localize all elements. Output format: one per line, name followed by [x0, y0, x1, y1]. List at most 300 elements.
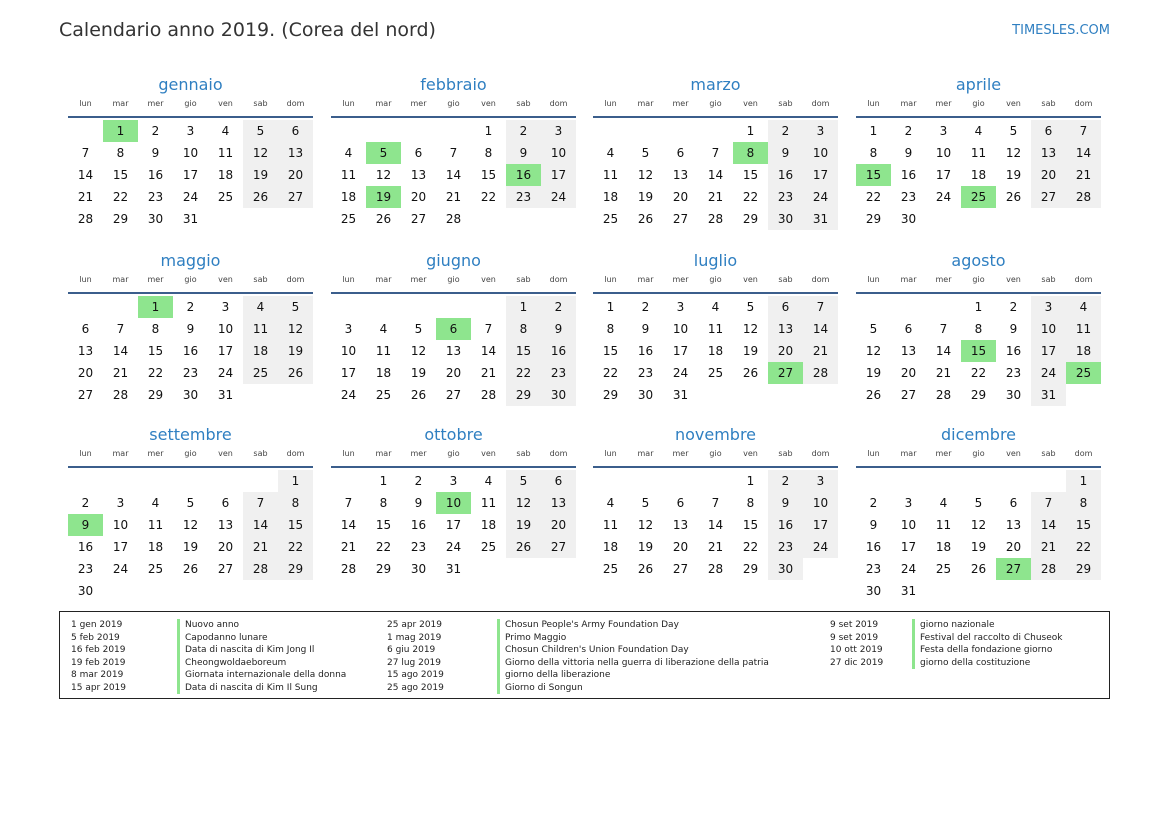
day-cell: 8	[506, 318, 541, 340]
month-name: dicembre	[940, 425, 1017, 444]
holiday-day: 15	[856, 164, 891, 186]
holiday-name: Giornata internazionale della donna	[177, 669, 346, 682]
weekday-label: sab	[253, 449, 268, 458]
day-cell: 17	[182, 168, 199, 182]
day-cell: 16	[1005, 344, 1022, 358]
day-cell: 25	[243, 362, 278, 384]
weekday-label: sab	[1041, 275, 1056, 284]
empty-cell	[856, 296, 891, 318]
day-cell: 5	[414, 322, 423, 336]
day-cell: 11	[217, 146, 234, 160]
day-cell: 25	[935, 562, 952, 576]
day-cell: 9	[641, 322, 650, 336]
day-cell: 28	[445, 212, 462, 226]
holiday-name: Nuovo anno	[177, 619, 239, 632]
weekday-label: mar	[900, 275, 917, 284]
weekday-header	[331, 446, 576, 468]
day-cell: 14	[935, 344, 952, 358]
day-cell: 10	[803, 142, 838, 164]
day-cell: 25	[340, 212, 357, 226]
day-cell: 6	[541, 470, 576, 492]
day-cell: 27	[410, 212, 427, 226]
day-cell: 24	[217, 366, 234, 380]
day-cell: 7	[939, 322, 948, 336]
empty-cell	[1031, 470, 1066, 492]
empty-cell	[996, 470, 1031, 492]
holiday-day: 9	[68, 514, 103, 536]
day-cell: 30	[768, 558, 803, 580]
day-cell: 27	[278, 186, 313, 208]
empty-cell	[68, 296, 103, 318]
weekday-label: gio	[709, 99, 722, 108]
day-cell: 29	[865, 212, 882, 226]
day-cell: 17	[803, 164, 838, 186]
weekday-label: sab	[516, 275, 531, 284]
day-cell: 31	[900, 584, 917, 598]
day-cell: 8	[116, 146, 125, 160]
day-cell: 3	[939, 124, 948, 138]
weekday-label: gio	[709, 275, 722, 284]
day-cell: 8	[1066, 492, 1101, 514]
day-cell: 26	[278, 362, 313, 384]
day-cell: 14	[243, 514, 278, 536]
day-cell: 15	[506, 340, 541, 362]
day-cell: 8	[746, 496, 755, 510]
holiday-date: 9 set 2019	[830, 632, 879, 643]
day-cell: 1	[869, 124, 878, 138]
weekday-label: gio	[447, 275, 460, 284]
day-cell: 4	[939, 496, 948, 510]
day-cell: 30	[410, 562, 427, 576]
holiday-day: 1	[138, 296, 173, 318]
day-cell: 23	[1005, 366, 1022, 380]
day-cell: 27	[541, 536, 576, 558]
empty-cell	[208, 470, 243, 492]
day-cell: 3	[541, 120, 576, 142]
day-cell: 10	[541, 142, 576, 164]
days-grid	[593, 296, 838, 406]
holiday-day: 27	[996, 558, 1031, 580]
empty-cell	[401, 296, 436, 318]
day-cell: 7	[1066, 120, 1101, 142]
day-cell: 1	[974, 300, 983, 314]
day-cell: 17	[900, 540, 917, 554]
holiday-name: Capodanno lunare	[177, 632, 268, 645]
day-cell: 5	[243, 120, 278, 142]
day-cell: 21	[480, 366, 497, 380]
weekday-label: dom	[549, 449, 568, 458]
holiday-date: 27 dic 2019	[830, 657, 884, 668]
holiday-day: 25	[1066, 362, 1101, 384]
day-cell: 7	[344, 496, 353, 510]
empty-cell	[366, 120, 401, 142]
days-grid	[331, 120, 576, 230]
day-cell: 22	[375, 540, 392, 554]
day-cell: 13	[672, 168, 689, 182]
day-cell: 24	[935, 190, 952, 204]
weekday-label: mer	[147, 275, 164, 284]
day-cell: 22	[865, 190, 882, 204]
weekday-label: dom	[549, 99, 568, 108]
month-name: aprile	[955, 75, 1002, 94]
day-cell: 22	[742, 190, 759, 204]
day-cell: 26	[410, 388, 427, 402]
weekday-label: lun	[342, 99, 355, 108]
day-cell: 8	[151, 322, 160, 336]
day-cell: 14	[1066, 142, 1101, 164]
weekday-label: lun	[867, 99, 880, 108]
day-cell: 4	[221, 124, 230, 138]
day-cell: 19	[1005, 168, 1022, 182]
day-cell: 30	[147, 212, 164, 226]
weekday-label: ven	[481, 99, 496, 108]
day-cell: 4	[151, 496, 160, 510]
day-cell: 17	[217, 344, 234, 358]
day-cell: 8	[278, 492, 313, 514]
day-cell: 30	[77, 584, 94, 598]
day-cell: 28	[77, 212, 94, 226]
day-cell: 29	[742, 562, 759, 576]
holiday-name: Giorno della vittoria nella guerra di liberazione della patria	[497, 657, 769, 670]
day-cell: 7	[81, 146, 90, 160]
day-cell: 7	[484, 322, 493, 336]
day-cell: 12	[182, 518, 199, 532]
day-cell: 10	[1031, 318, 1066, 340]
day-cell: 16	[77, 540, 94, 554]
day-cell: 14	[445, 168, 462, 182]
day-cell: 23	[182, 366, 199, 380]
weekday-label: sab	[253, 275, 268, 284]
holiday-date: 19 feb 2019	[71, 657, 126, 668]
day-cell: 20	[768, 340, 803, 362]
weekday-label: lun	[342, 449, 355, 458]
day-cell: 6	[414, 146, 423, 160]
holiday-date: 8 mar 2019	[71, 670, 124, 680]
day-cell: 13	[768, 318, 803, 340]
weekday-label: ven	[1006, 275, 1021, 284]
day-cell: 16	[865, 540, 882, 554]
day-cell: 31	[182, 212, 199, 226]
weekday-label: lun	[867, 449, 880, 458]
weekday-label: mer	[410, 99, 427, 108]
days-grid	[856, 296, 1101, 406]
day-cell: 3	[186, 124, 195, 138]
weekday-label: mer	[672, 449, 689, 458]
weekday-label: mer	[935, 275, 952, 284]
day-cell: 5	[974, 496, 983, 510]
day-cell: 13	[1031, 142, 1066, 164]
holiday-name: giorno della costituzione	[912, 657, 1030, 670]
day-cell: 5	[746, 300, 755, 314]
weekday-label: dom	[811, 99, 830, 108]
days-grid	[68, 470, 313, 602]
holiday-name: Primo Maggio	[497, 632, 566, 645]
day-cell: 16	[182, 344, 199, 358]
day-cell: 1	[606, 300, 615, 314]
holiday-day: 10	[436, 492, 471, 514]
weekday-label: ven	[218, 275, 233, 284]
day-cell: 9	[768, 142, 803, 164]
day-cell: 14	[77, 168, 94, 182]
day-cell: 2	[186, 300, 195, 314]
day-cell: 21	[707, 540, 724, 554]
day-cell: 28	[707, 212, 724, 226]
day-cell: 13	[672, 518, 689, 532]
weekday-header	[593, 446, 838, 468]
weekday-label: gio	[184, 99, 197, 108]
day-cell: 16	[900, 168, 917, 182]
day-cell: 6	[904, 322, 913, 336]
weekday-label: sab	[1041, 449, 1056, 458]
day-cell: 2	[414, 474, 423, 488]
day-cell: 20	[672, 540, 689, 554]
weekday-label: lun	[79, 99, 92, 108]
day-cell: 22	[480, 190, 497, 204]
empty-cell	[68, 120, 103, 142]
day-cell: 28	[707, 562, 724, 576]
weekday-label: lun	[79, 449, 92, 458]
day-cell: 20	[217, 540, 234, 554]
day-cell: 8	[974, 322, 983, 336]
weekday-label: sab	[1041, 99, 1056, 108]
day-cell: 26	[1005, 190, 1022, 204]
day-cell: 14	[480, 344, 497, 358]
day-cell: 22	[602, 366, 619, 380]
empty-cell	[856, 470, 891, 492]
day-cell: 24	[1031, 362, 1066, 384]
day-cell: 21	[935, 366, 952, 380]
day-cell: 3	[803, 120, 838, 142]
day-cell: 3	[116, 496, 125, 510]
days-grid	[68, 120, 313, 230]
day-cell: 6	[278, 120, 313, 142]
day-cell: 25	[602, 212, 619, 226]
weekday-label: gio	[709, 449, 722, 458]
day-cell: 29	[742, 212, 759, 226]
day-cell: 28	[340, 562, 357, 576]
empty-cell	[891, 296, 926, 318]
day-cell: 15	[147, 344, 164, 358]
day-cell: 12	[1005, 146, 1022, 160]
weekday-label: ven	[743, 449, 758, 458]
day-cell: 26	[637, 562, 654, 576]
day-cell: 20	[900, 366, 917, 380]
day-cell: 26	[506, 536, 541, 558]
day-cell: 3	[676, 300, 685, 314]
day-cell: 24	[445, 540, 462, 554]
weekday-label: ven	[743, 99, 758, 108]
day-cell: 21	[340, 540, 357, 554]
day-cell: 15	[278, 514, 313, 536]
day-cell: 4	[711, 300, 720, 314]
day-cell: 15	[112, 168, 129, 182]
holiday-date: 9 set 2019	[830, 620, 879, 630]
day-cell: 11	[970, 146, 987, 160]
day-cell: 16	[768, 164, 803, 186]
holiday-name: Giorno di Songun	[497, 682, 583, 695]
day-cell: 23	[77, 562, 94, 576]
day-cell: 3	[221, 300, 230, 314]
day-cell: 18	[970, 168, 987, 182]
day-cell: 11	[243, 318, 278, 340]
holiday-date: 15 apr 2019	[71, 682, 127, 693]
day-cell: 13	[278, 142, 313, 164]
weekday-label: mer	[935, 449, 952, 458]
day-cell: 19	[278, 340, 313, 362]
day-cell: 26	[375, 212, 392, 226]
day-cell: 2	[81, 496, 90, 510]
empty-cell	[663, 470, 698, 492]
empty-cell	[628, 470, 663, 492]
day-cell: 7	[1031, 492, 1066, 514]
day-cell: 18	[602, 190, 619, 204]
weekday-label: dom	[1074, 275, 1093, 284]
day-cell: 1	[379, 474, 388, 488]
day-cell: 18	[375, 366, 392, 380]
day-cell: 23	[865, 562, 882, 576]
day-cell: 25	[217, 190, 234, 204]
day-cell: 3	[803, 470, 838, 492]
holiday-name: Chosun People's Army Foundation Day	[497, 619, 679, 632]
day-cell: 11	[375, 344, 392, 358]
day-cell: 13	[445, 344, 462, 358]
day-cell: 27	[217, 562, 234, 576]
holiday-date: 1 mag 2019	[387, 632, 442, 643]
day-cell: 18	[147, 540, 164, 554]
day-cell: 28	[1031, 558, 1066, 580]
day-cell: 4	[344, 146, 353, 160]
day-cell: 20	[541, 514, 576, 536]
month-name: novembre	[674, 425, 757, 444]
day-cell: 10	[803, 492, 838, 514]
month-gennaio	[68, 74, 313, 230]
day-cell: 17	[445, 518, 462, 532]
day-cell: 15	[742, 168, 759, 182]
day-cell: 30	[1005, 388, 1022, 402]
empty-cell	[961, 470, 996, 492]
empty-cell	[68, 470, 103, 492]
weekday-label: gio	[184, 275, 197, 284]
day-cell: 24	[182, 190, 199, 204]
day-cell: 19	[410, 366, 427, 380]
day-cell: 9	[904, 146, 913, 160]
weekday-label: mar	[112, 99, 129, 108]
day-cell: 1	[1066, 470, 1101, 492]
day-cell: 22	[147, 366, 164, 380]
day-cell: 4	[379, 322, 388, 336]
empty-cell	[331, 296, 366, 318]
day-cell: 31	[445, 562, 462, 576]
day-cell: 24	[803, 536, 838, 558]
day-cell: 25	[375, 388, 392, 402]
day-cell: 28	[480, 388, 497, 402]
day-cell: 9	[414, 496, 423, 510]
day-cell: 28	[803, 362, 838, 384]
day-cell: 4	[1066, 296, 1101, 318]
day-cell: 19	[182, 540, 199, 554]
day-cell: 31	[672, 388, 689, 402]
day-cell: 11	[340, 168, 357, 182]
empty-cell	[698, 120, 733, 142]
day-cell: 22	[278, 536, 313, 558]
holiday-day: 15	[961, 340, 996, 362]
day-cell: 11	[480, 496, 497, 510]
day-cell: 27	[77, 388, 94, 402]
month-febbraio	[331, 74, 576, 230]
month-name: agosto	[951, 251, 1006, 270]
weekday-label: mar	[375, 449, 392, 458]
day-cell: 15	[1066, 514, 1101, 536]
day-cell: 11	[707, 322, 724, 336]
empty-cell	[663, 120, 698, 142]
weekday-header	[331, 96, 576, 118]
holiday-day: 1	[103, 120, 138, 142]
day-cell: 24	[803, 186, 838, 208]
weekday-label: mer	[147, 99, 164, 108]
day-cell: 17	[541, 164, 576, 186]
month-agosto	[856, 250, 1101, 406]
day-cell: 14	[707, 518, 724, 532]
empty-cell	[243, 470, 278, 492]
empty-cell	[331, 120, 366, 142]
day-cell: 2	[869, 496, 878, 510]
day-cell: 30	[900, 212, 917, 226]
weekday-label: sab	[778, 275, 793, 284]
day-cell: 30	[541, 384, 576, 406]
day-cell: 4	[974, 124, 983, 138]
weekday-label: dom	[286, 99, 305, 108]
day-cell: 13	[541, 492, 576, 514]
day-cell: 19	[506, 514, 541, 536]
day-cell: 23	[506, 186, 541, 208]
weekday-label: lun	[604, 99, 617, 108]
day-cell: 19	[865, 366, 882, 380]
day-cell: 18	[602, 540, 619, 554]
month-luglio	[593, 250, 838, 406]
day-cell: 21	[243, 536, 278, 558]
days-grid	[331, 296, 576, 406]
weekday-header	[593, 96, 838, 118]
weekday-header	[68, 446, 313, 468]
day-cell: 4	[606, 496, 615, 510]
day-cell: 10	[672, 322, 689, 336]
day-cell: 12	[970, 518, 987, 532]
day-cell: 5	[641, 496, 650, 510]
day-cell: 28	[935, 388, 952, 402]
day-cell: 8	[484, 146, 493, 160]
site-link[interactable]: TIMESLES.COM	[1012, 23, 1110, 38]
empty-cell	[698, 470, 733, 492]
day-cell: 22	[506, 362, 541, 384]
empty-cell	[628, 120, 663, 142]
weekday-label: dom	[286, 449, 305, 458]
page-title: Calendario anno 2019. (Corea del nord)	[59, 19, 436, 41]
day-cell: 20	[77, 366, 94, 380]
day-cell: 30	[182, 388, 199, 402]
weekday-label: ven	[1006, 449, 1021, 458]
day-cell: 24	[672, 366, 689, 380]
day-cell: 9	[869, 518, 878, 532]
day-cell: 2	[541, 296, 576, 318]
day-cell: 10	[900, 518, 917, 532]
weekday-label: gio	[972, 449, 985, 458]
month-maggio	[68, 250, 313, 406]
weekday-label: mar	[112, 275, 129, 284]
weekday-label: lun	[342, 275, 355, 284]
weekday-header	[593, 272, 838, 294]
weekday-label: lun	[79, 275, 92, 284]
day-cell: 10	[182, 146, 199, 160]
